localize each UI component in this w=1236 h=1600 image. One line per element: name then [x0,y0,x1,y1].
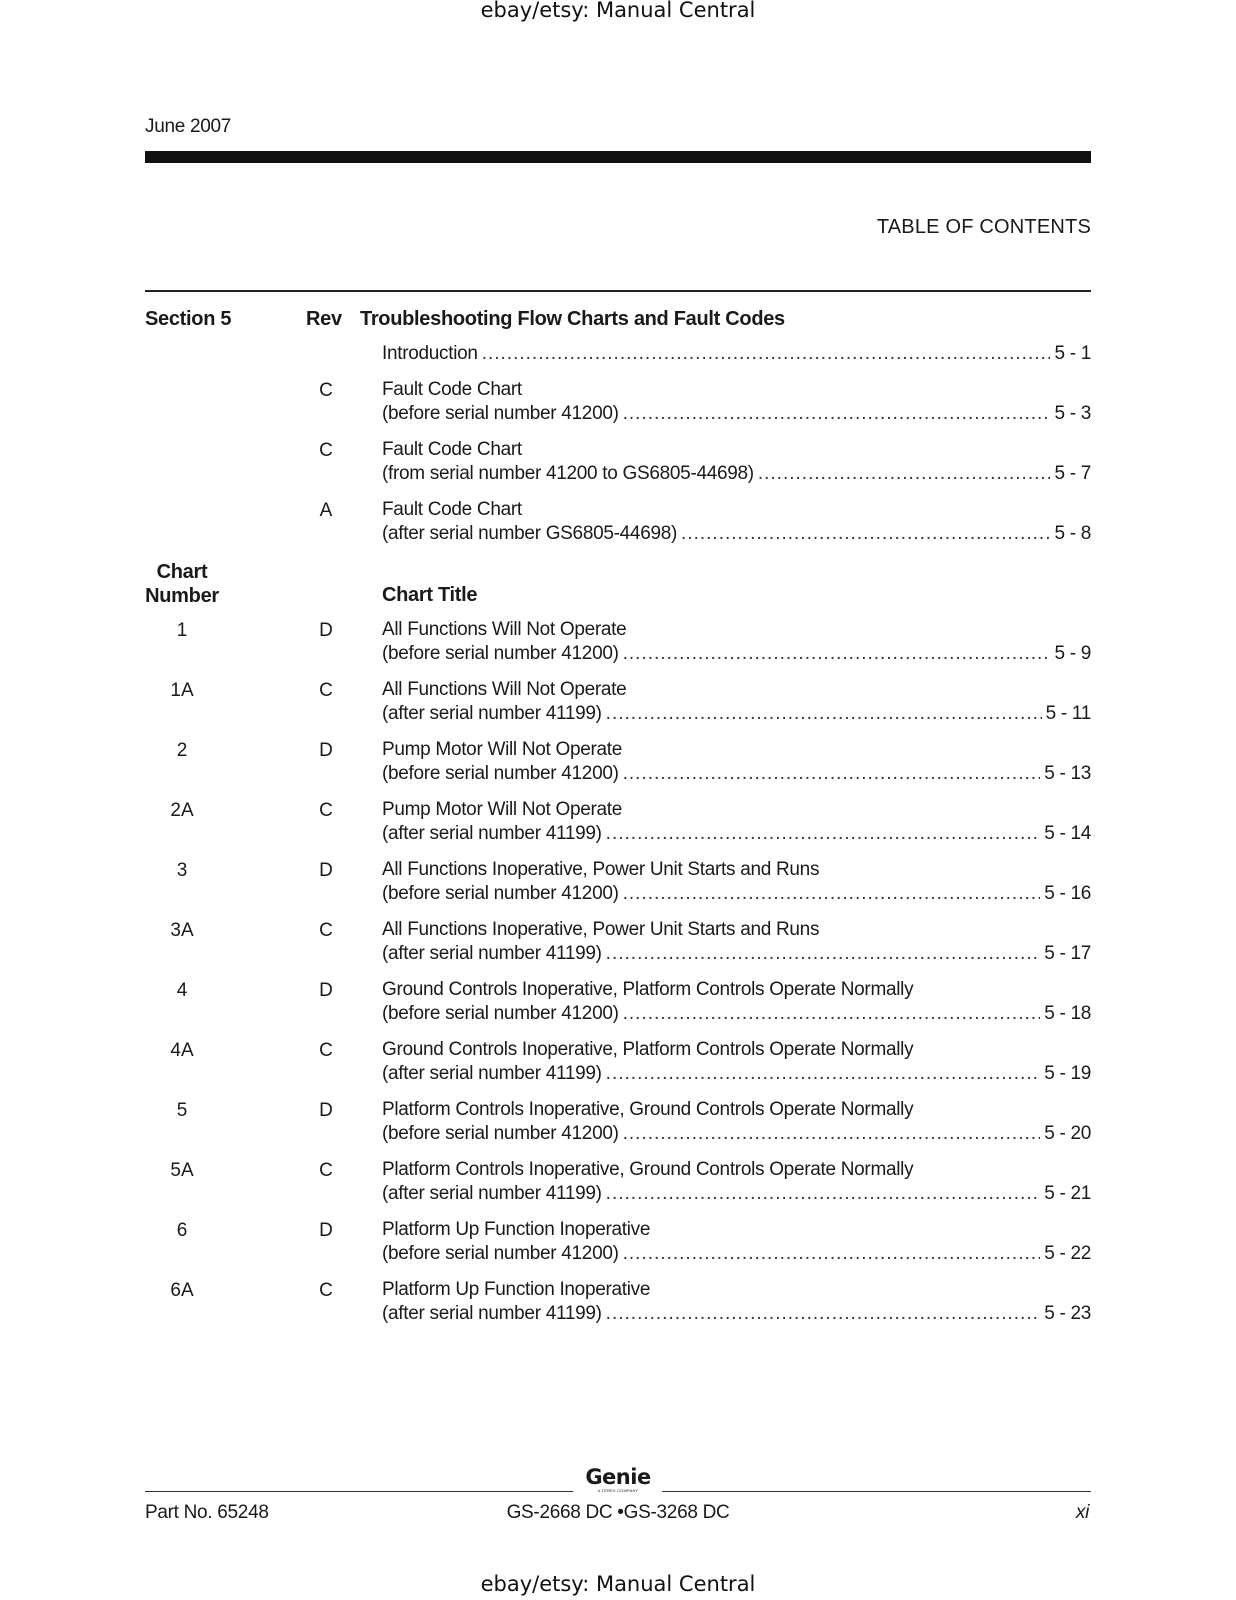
entry-subtitle: (after serial number 41199) [382,823,602,844]
watermark-top: ebay/etsy: Manual Central [480,0,756,22]
entry-subtitle: (before serial number 41200) [382,1123,619,1144]
toc-entry[interactable] [382,1218,1091,1266]
footer-rule-right [662,1491,1091,1492]
entry-subtitle: (after serial number 41199) [382,703,602,724]
dot-leader [623,882,1041,906]
genie-logo [582,1466,654,1493]
footer-rule-left [145,1491,573,1492]
rev-code: A [319,500,333,521]
logo-tagline: A TEREX COMPANY [597,1488,639,1493]
entry-leader-row [382,522,1091,546]
rev-code: D [319,1100,333,1121]
dot-leader [606,942,1041,966]
chart-number: 5 [176,1100,188,1121]
toc-entry[interactable] [382,1158,1091,1206]
entry-title: Ground Controls Inoperative, Platform Controls Operate Normally [382,979,914,1000]
entry-leader-row [382,822,1091,846]
entry-leader-row [382,762,1091,786]
rev-code: C [319,440,333,461]
entry-leader-row [382,462,1091,486]
rev-code: D [319,620,333,641]
header-rule [145,290,1091,292]
rev-code: C [319,1040,333,1061]
rev-code: C [319,680,333,701]
entry-leader-row [382,882,1091,906]
entry-subtitle: (before serial number 41200) [382,1243,619,1264]
entry-subtitle: (before serial number 41200) [382,643,619,664]
chart-number: 1 [176,620,188,641]
entry-leader-row [382,1062,1091,1086]
dot-leader [623,402,1051,426]
dot-leader [623,762,1041,786]
toc-entry[interactable] [382,378,1091,426]
rev-code: D [319,740,333,761]
chart-title-header: Chart Title [382,584,478,606]
entry-page-number: 5 - 13 [1044,763,1091,784]
dot-leader [606,1182,1041,1206]
entry-page-number: 5 - 1 [1054,343,1091,364]
entry-title: Platform Up Function Inoperative [382,1279,651,1300]
entry-subtitle: (from serial number 41200 to GS6805-44698) [382,463,754,484]
toc-entry[interactable] [382,1098,1091,1146]
entry-subtitle: (after serial number 41199) [382,1063,602,1084]
entry-title: Fault Code Chart [382,439,522,460]
entry-leader-row [382,942,1091,966]
chart-number: 3A [170,920,194,941]
rev-code: C [319,1160,333,1181]
dot-leader [623,1242,1041,1266]
toc-entry[interactable] [382,798,1091,846]
page-number: xi [1075,1502,1089,1523]
entry-leader-row [382,1122,1091,1146]
chart-number: 6A [170,1280,194,1301]
entry-title: All Functions Inoperative, Power Unit Starts and Runs [382,859,820,880]
dot-leader [623,1122,1041,1146]
entry-page-number: 5 - 9 [1054,643,1091,664]
watermark-bottom: ebay/etsy: Manual Central [480,1572,756,1596]
chart-number: 4A [170,1040,194,1061]
entry-subtitle: (before serial number 41200) [382,1003,619,1024]
entry-leader-row [382,642,1091,666]
entry-page-number: 5 - 21 [1044,1183,1091,1204]
rev-column-header: Rev [306,308,342,330]
part-number: Part No. 65248 [145,1502,269,1523]
rev-code: C [319,800,333,821]
entry-title: All Functions Will Not Operate [382,619,627,640]
entry-subtitle: (after serial number 41199) [382,1183,602,1204]
chart-number: 3 [176,860,188,881]
entry-page-number: 5 - 3 [1054,403,1091,424]
entry-title: Fault Code Chart [382,499,522,520]
entry-page-number: 5 - 8 [1054,523,1091,544]
chart-number-header-line1: Chart [156,561,208,583]
entry-page-number: 5 - 22 [1044,1243,1091,1264]
chart-number: 2A [170,800,194,821]
chart-number-header-line2: Number [145,585,219,607]
entry-page-number: 5 - 18 [1044,1003,1091,1024]
entry-subtitle: (after serial number GS6805-44698) [382,523,678,544]
dot-leader [606,1302,1041,1326]
chart-number: 4 [176,980,188,1001]
entry-title: Pump Motor Will Not Operate [382,799,623,820]
entry-title: Pump Motor Will Not Operate [382,739,623,760]
entry-subtitle: (before serial number 41200) [382,883,619,904]
dot-leader [623,642,1051,666]
entry-page-number: 5 - 14 [1044,823,1091,844]
toc-entry[interactable] [382,1278,1091,1326]
entry-page-number: 5 - 16 [1044,883,1091,904]
entry-leader-row [382,402,1091,426]
entry-subtitle: (before serial number 41200) [382,403,619,424]
toc-entry[interactable] [382,918,1091,966]
section-title: Troubleshooting Flow Charts and Fault Codes [360,308,785,330]
entry-title: All Functions Inoperative, Power Unit Starts and Runs [382,919,820,940]
dot-leader [681,522,1050,546]
rev-code: D [319,1220,333,1241]
entry-title: Platform Controls Inoperative, Ground Controls Operate Normally [382,1099,914,1120]
toc-entry[interactable] [382,738,1091,786]
rev-code: D [319,980,333,1001]
toc-entry[interactable] [382,978,1091,1026]
entry-title: Introduction [382,343,478,364]
toc-entry[interactable] [382,858,1091,906]
entry-subtitle: (before serial number 41200) [382,763,619,784]
rev-code: C [319,920,333,941]
entry-title: Ground Controls Inoperative, Platform Controls Operate Normally [382,1039,914,1060]
entry-page-number: 5 - 17 [1044,943,1091,964]
rev-code: D [319,860,333,881]
toc-entry[interactable] [382,342,1091,366]
toc-entry[interactable] [382,618,1091,666]
entry-page-number: 5 - 23 [1044,1303,1091,1324]
entry-leader-row [382,342,1091,366]
entry-title: Platform Up Function Inoperative [382,1219,651,1240]
entry-leader-row [382,1182,1091,1206]
dot-leader [623,1002,1041,1026]
entry-page-number: 5 - 7 [1054,463,1091,484]
model-numbers: GS-2668 DC •GS-3268 DC [506,1502,730,1523]
chart-number-header [145,560,219,608]
chart-number: 6 [176,1220,188,1241]
toc-entry[interactable] [382,678,1091,726]
chart-number: 5A [170,1160,194,1181]
toc-entry[interactable] [382,438,1091,486]
entry-title: All Functions Will Not Operate [382,679,627,700]
header-bar [145,151,1091,163]
header-date: June 2007 [145,116,232,137]
rev-code: C [319,1280,333,1301]
toc-entry[interactable] [382,1038,1091,1086]
entry-subtitle: (after serial number 41199) [382,943,602,964]
entry-leader-row [382,1002,1091,1026]
entry-page-number: 5 - 19 [1044,1063,1091,1084]
dot-leader [758,462,1051,486]
entry-leader-row [382,1242,1091,1266]
dot-leader [606,702,1042,726]
entry-title: Fault Code Chart [382,379,522,400]
entry-page-number: 5 - 20 [1044,1123,1091,1144]
dot-leader [606,822,1041,846]
rev-code: C [319,380,333,401]
entry-leader-row [382,1302,1091,1326]
entry-title: Platform Controls Inoperative, Ground Controls Operate Normally [382,1159,914,1180]
entry-leader-row [382,702,1091,726]
entry-subtitle: (after serial number 41199) [382,1303,602,1324]
dot-leader [606,1062,1041,1086]
page-title: TABLE OF CONTENTS [876,216,1091,238]
chart-number: 1A [170,680,194,701]
chart-number: 2 [176,740,188,761]
dot-leader [482,342,1051,366]
entry-page-number: 5 - 11 [1045,703,1091,724]
toc-entry[interactable] [382,498,1091,546]
logo-wordmark: Genie [585,1465,651,1489]
section-label: Section 5 [145,308,232,330]
